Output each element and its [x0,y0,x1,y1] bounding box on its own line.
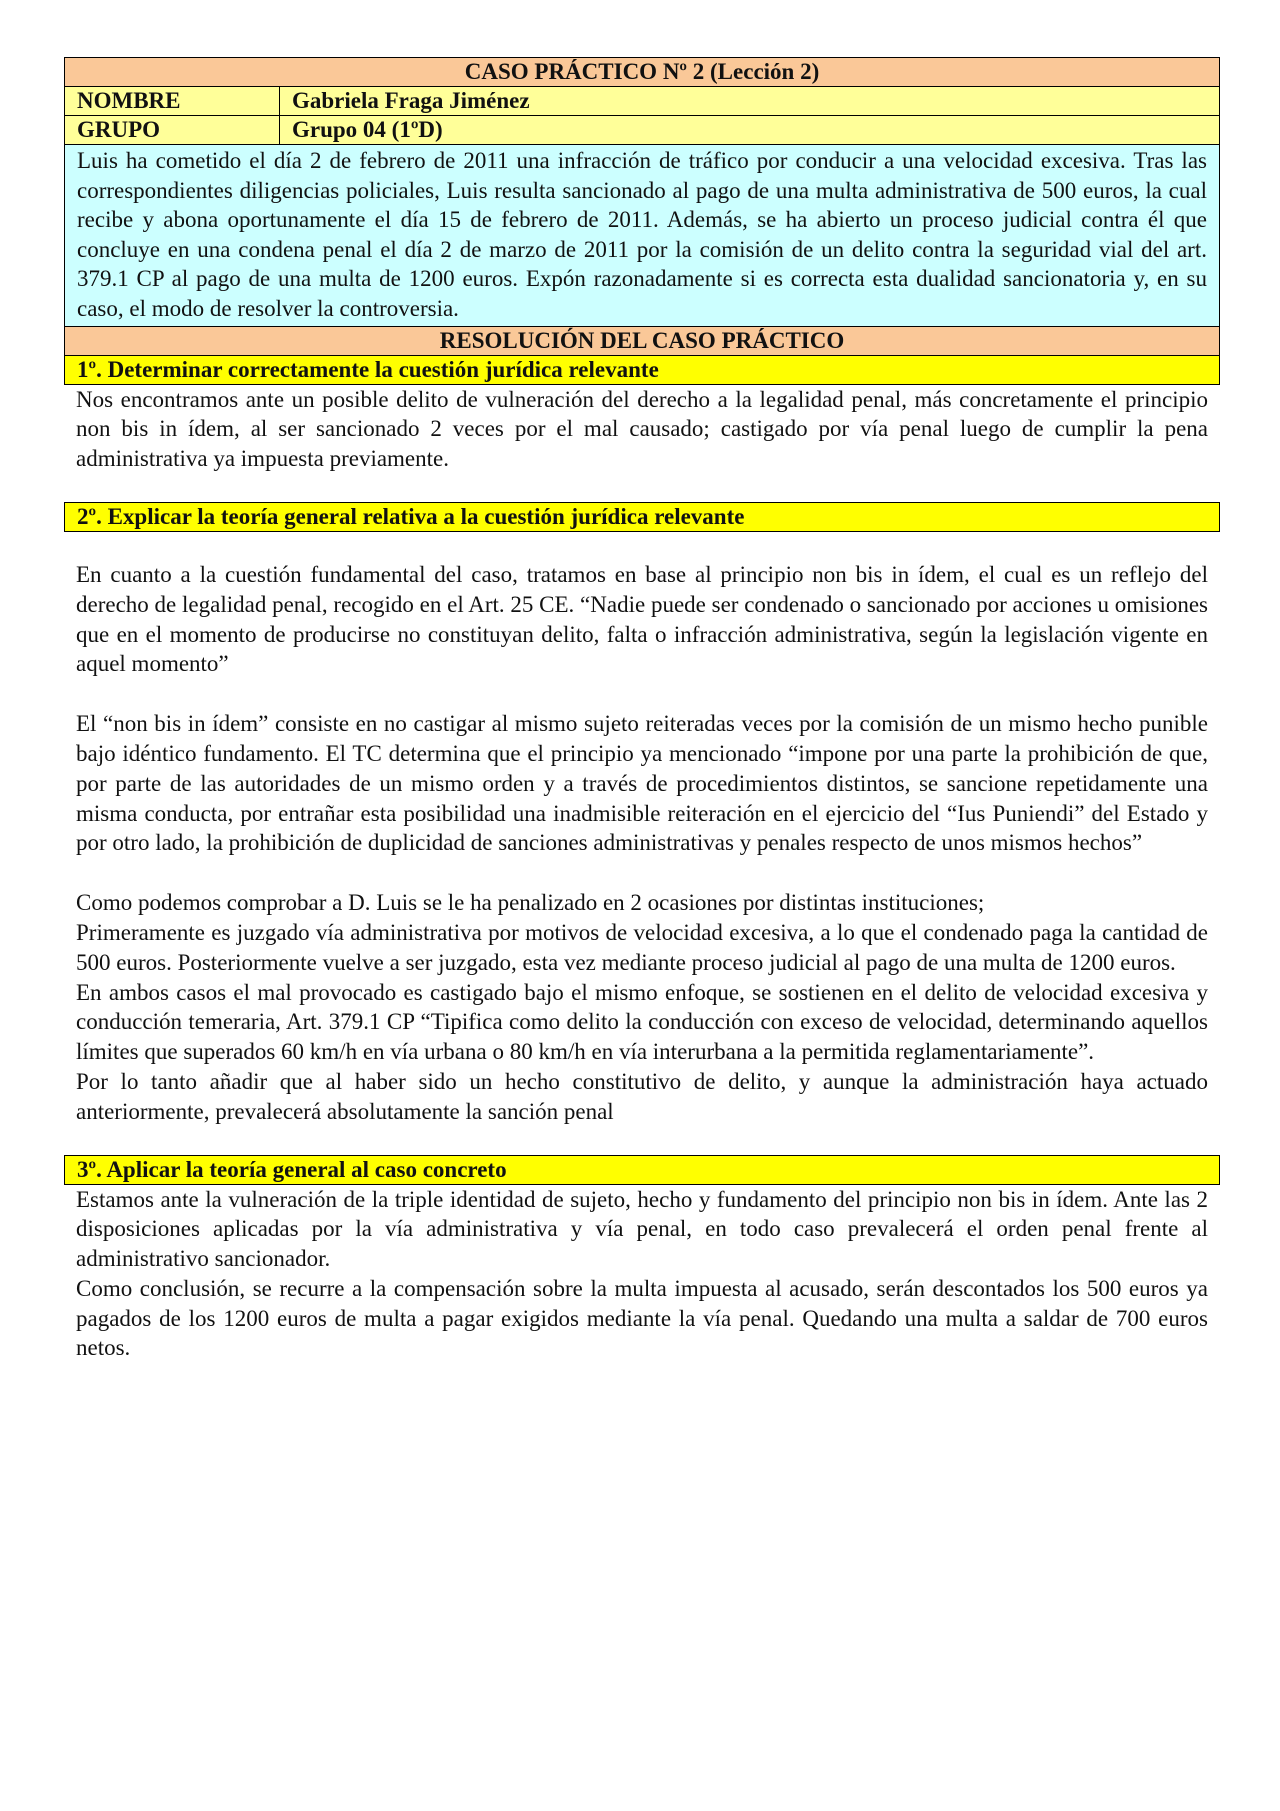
resolution-title: RESOLUCIÓN DEL CASO PRÁCTICO [65,326,1220,355]
case-statement: Luis ha cometido el día 2 de febrero de 2011 una infracción de tráfico por conducir a una velocidad excesiva. Tras las correspondientes diligencias policiales, Luis resulta sancionado al pago de una multa administrativa de 500 euros, la cual recibe y abona oportunamente el día 15 de febrero de 2011. Además, se ha abierto un proceso judicial contra él que concluye en una condena penal el día 2 de marzo de 2011 por la comisión de un delito contra la seguridad vial del art. 379.1 CP al pago de una multa de 1200 euros. Expón razonadamente si es correcta esta dualidad sancionatoria y, en su caso, el modo de resolver la controversia. [65,145,1220,327]
section-2-paragraph-4: Primeramente es juzgado vía administrativa por motivos de velocidad excesiva, a lo que el condenado paga la cantidad de 500 euros. Posteriormente vuelve a ser juzgado, esta vez mediante proceso judicial al pago de una multa de 1200 euros. [76,919,1208,975]
section-3-paragraph-1: Estamos ante la vulneración de la triple identidad de sujeto, hecho y fundamento del principio non bis in ídem. Ante las 2 disposiciones aplicadas por la vía administrativa y vía penal, en todo caso prevalecerá el orden penal frente al administrativo sancionador. [76,1186,1208,1272]
section-2-paragraph-1: En cuanto a la cuestión fundamental del caso, tratamos en base al principio non bis in ídem, el cual es un reflejo del derecho de legalidad penal, recogido en el Art. 25 CE. “Nadie puede ser condenado o sancionado por acciones u omisiones que en el momento de producirse no constituyan delito, falta o infracción administrativa, según la legislación vigente en aquel momento” [76,561,1208,677]
section-3-paragraph-2: Como conclusión, se recurre a la compensación sobre la multa impuesta al acusado, serán descontados los 500 euros ya pagados de los 1200 euros de multa a pagar exigidos mediante la vía penal. Quedando una multa a saldar de 700 euros netos. [76,1275,1208,1361]
section-3-title: 3º. Aplicar la teoría general al caso concreto [64,1155,1220,1185]
group-label: GRUPO [65,116,280,145]
section-2-title: 2º. Explicar la teoría general relativa a la cuestión jurídica relevante [64,502,1220,532]
section-1-title: 1º. Determinar correctamente la cuestión jurídica relevante [65,355,1220,384]
section-2-paragraph-5: En ambos casos el mal provocado es castigado bajo el mismo enfoque, se sostienen en el delito de velocidad excesiva y conducción temeraria, Art. 379.1 CP “Tipifica como delito la conducción con exceso de velocidad, determinando aquellos límites que superados 60 km/h en vía urbana o 80 km/h en vía interurbana a la permitida reglamentariamente”. [76,979,1208,1065]
name-value: Gabriela Fraga Jiménez [280,87,1220,116]
section-1-paragraph: Nos encontramos ante un posible delito de vulneración del derecho a la legalidad penal, más concretamente el principio non bis in ídem, al ser sancionado 2 veces por el mal causado; castigado por vía penal luego de cumplir la pena administrativa ya impuesta previamente. [76,386,1208,472]
section-2-paragraph-2: El “non bis in ídem” consiste en no castigar al mismo sujeto reiteradas veces por la comisión de un mismo hecho punible bajo idéntico fundamento. El TC determina que el principio ya mencionado “impone por una parte la prohibición de que, por parte de las autoridades de un mismo orden y a través de procedimientos distintos, se sancione repetidamente una misma conducta, por entrañar esta posibilidad una inadmisible reiteración en el ejercicio del “Ius Puniendi” del Estado y por otro lado, la prohibición de duplicidad de sanciones administrativas y penales respecto de unos mismos hechos” [76,711,1208,856]
case-header-table [64,57,1220,385]
document-page [64,57,1220,1363]
case-title: CASO PRÁCTICO Nº 2 (Lección 2) [65,58,1220,87]
section-2-paragraph-3: Como podemos comprobar a D. Luis se le ha penalizado en 2 ocasiones por distintas instituciones; [76,890,985,916]
name-label: NOMBRE [65,87,280,116]
group-value: Grupo 04 (1ºD) [280,116,1220,145]
section-2-paragraph-6: Por lo tanto añadir que al haber sido un hecho constitutivo de delito, y aunque la administración haya actuado anteriormente, prevalecerá absolutamente la sanción penal [76,1068,1208,1124]
